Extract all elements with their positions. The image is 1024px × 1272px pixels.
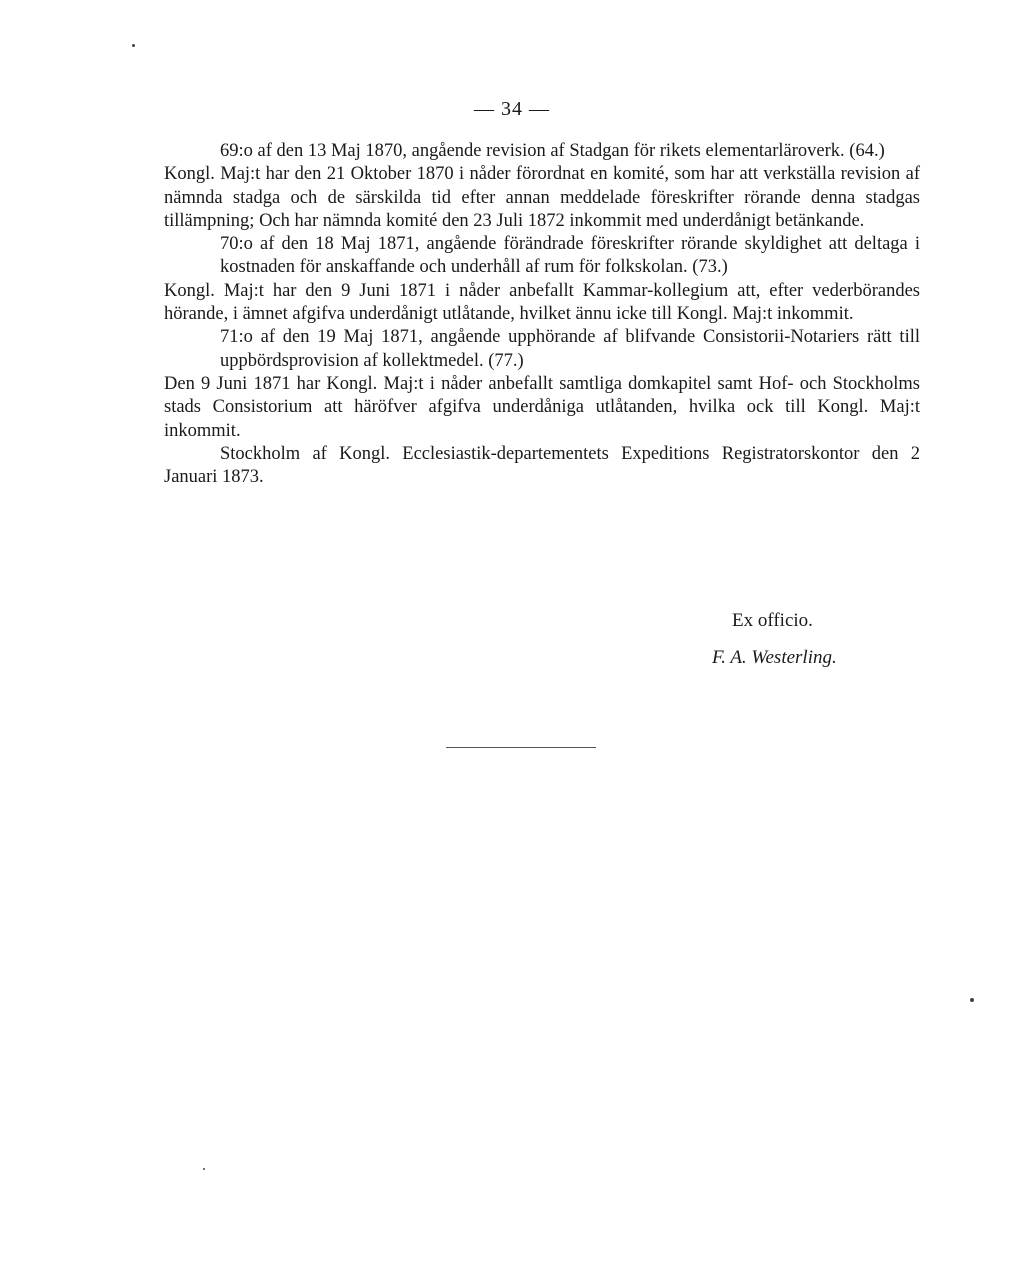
entry-71-body: Den 9 Juni 1871 har Kongl. Maj:t i nåder anbefallt samtliga domkapitel samt Hof- och Stockholms stads Consistorium att häröfver afgifva underdåniga utlåtanden, hvilka ock till Kongl. Maj:t inkommit. [164, 373, 920, 441]
entry-69-body: Kongl. Maj:t har den 21 Oktober 1870 i nåder förordnat en komité, som har att verkställa revision af nämnda stadga och de särskilda tid efter annan meddelade föreskrifter rörande denna stadgas tillämpning; Och har nämnda komité den 23 Juli 1872 inkommit med underdånigt betänkande. [164, 164, 920, 231]
document-body [164, 140, 920, 489]
page-number: — 34 — [474, 98, 550, 120]
signature-title: Ex officio. [732, 610, 813, 631]
paper-speck [970, 998, 974, 1002]
signature-name: F. A. Westerling. [712, 647, 837, 668]
entry-69-heading: 69:o af den 13 Maj 1870, angående revision af Stadgan för rikets elementarläroverk. (64.) [220, 141, 885, 161]
closing-paragraph: Stockholm af Kongl. Ecclesiastik-departementets Expeditions Registratorskontor den 2 Januari 1873. [164, 443, 920, 488]
entry-71-heading: 71:o af den 19 Maj 1871, angående upphörande af blifvande Consistorii-Notariers rätt till uppbördsprovision af kollektmedel. (77.) [220, 327, 920, 371]
end-rule [446, 747, 596, 748]
entry-70-body: Kongl. Maj:t har den 9 Juni 1871 i nåder anbefallt Kammar-kollegium att, efter vederbörandes hörande, i ämnet afgifva underdånigt utlåtande, hvilket ännu icke till Kongl. Maj:t inkommit. [164, 280, 920, 325]
entry-70-heading: 70:o af den 18 Maj 1871, angående förändrade föreskrifter rörande skyldighet att deltaga i kostnaden för anskaffande och underhåll af rum för folkskolan. (73.) [220, 234, 920, 278]
paper-speck [203, 1168, 205, 1170]
paper-speck [132, 44, 135, 47]
